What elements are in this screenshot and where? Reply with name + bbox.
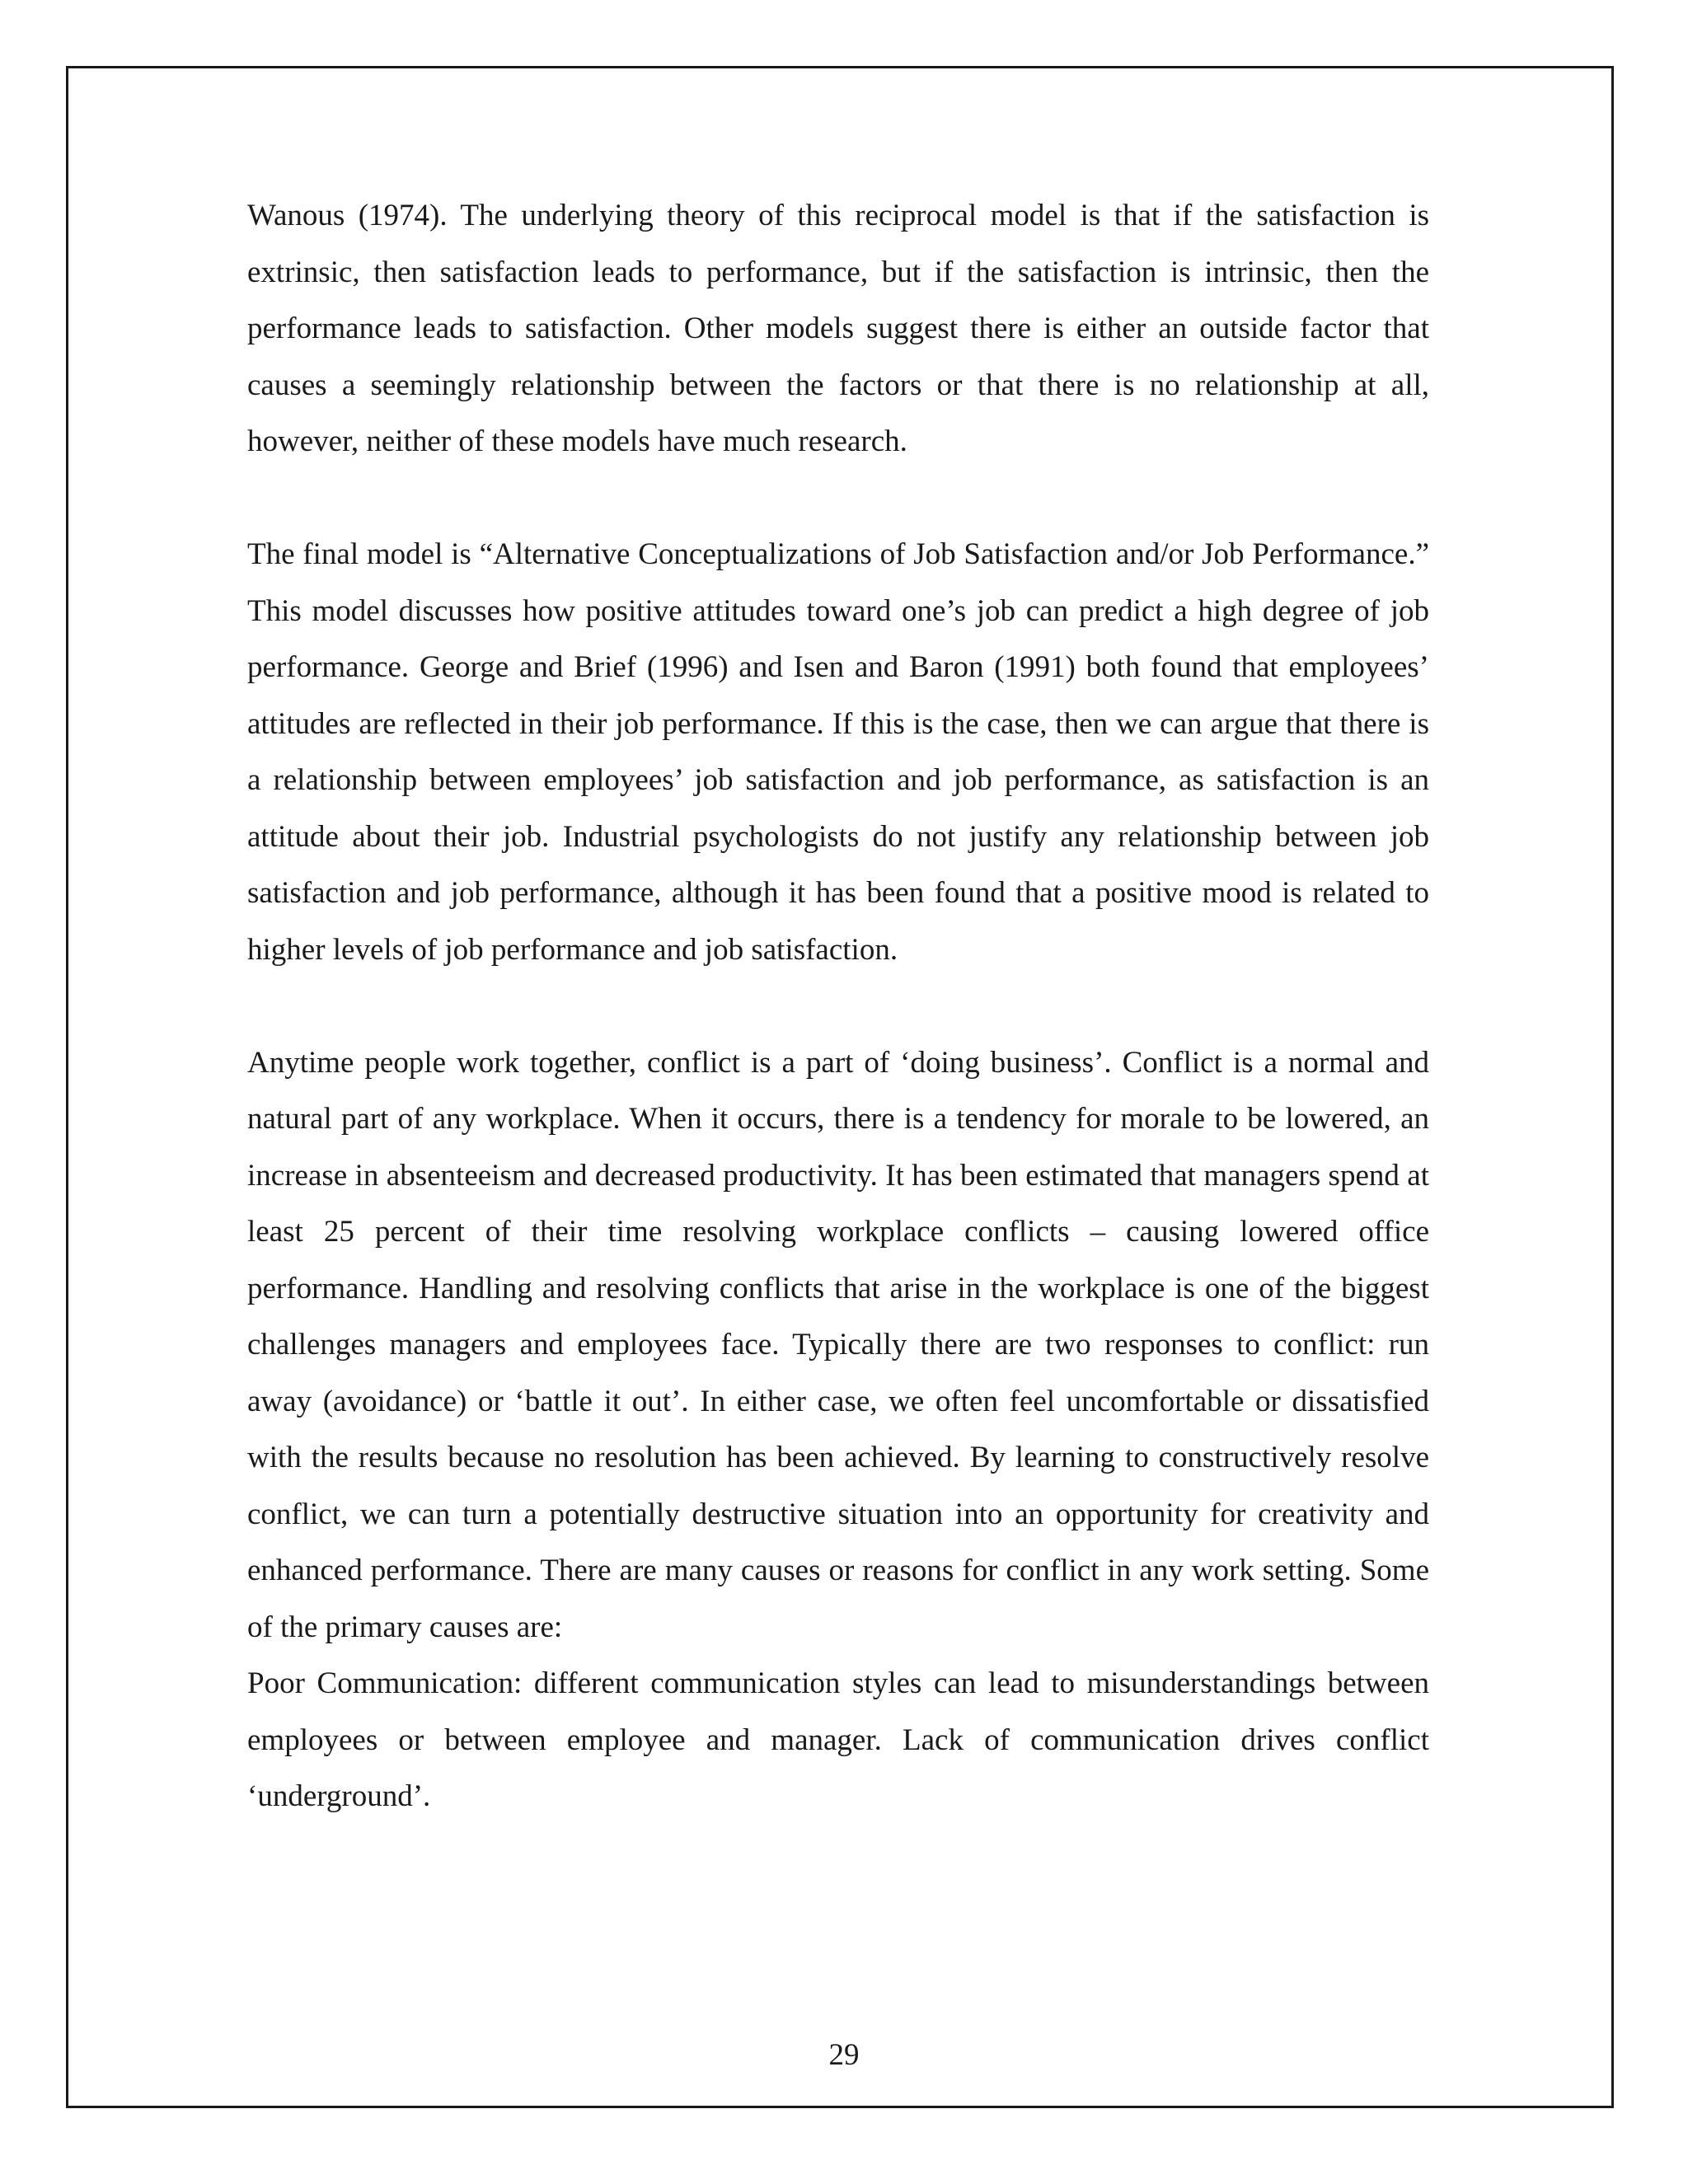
- page-number: 29: [828, 2038, 860, 2072]
- document-body: [247, 188, 1429, 1825]
- paragraph-reciprocal-model: Wanous (1974). The underlying theory of this reciprocal model is that if the satisfaction is extrinsic, then satisfaction leads to performance, but if the satisfaction is intrinsic, then the performance leads to satisfaction. Other models suggest there is either an outside factor that causes a seemingly relationship between the factors or that there is no relationship at all, however, neither of these models have much research.: [247, 199, 1429, 458]
- paragraph-final-model: The final model is “Alternative Conceptualizations of Job Satisfaction and/or Job Performance.” This model discusses how positive attitudes toward one’s job can predict a high degree of job performance. George and Brief (1996) and Isen and Baron (1991) both found that employees’ attitudes are reflected in their job performance. If this is the case, then we can argue that there is a relationship between employees’ job satisfaction and job performance, as satisfaction is an attitude about their job. Industrial psychologists do not justify any relationship between job satisfaction and job performance, although it has been found that a positive mood is related to higher levels of job performance and job satisfaction.: [247, 537, 1429, 967]
- paragraph-poor-communication: Poor Communication: different communication styles can lead to misunderstandings between employees or between employee and manager. Lack of communication drives conflict ‘underground’.: [247, 1666, 1429, 1813]
- paragraph-workplace-conflict: Anytime people work together, conflict is a part of ‘doing business’. Conflict is a normal and natural part of any workplace. When it occurs, there is a tendency for morale to be lowered, an increase in absenteeism and decreased productivity. It has been estimated that managers spend at least 25 percent of their time resolving workplace conflicts – causing lowered office performance. Handling and resolving conflicts that arise in the workplace is one of the biggest challenges managers and employees face. Typically there are two responses to conflict: run away (avoidance) or ‘battle it out’. In either case, we often feel uncomfortable or dissatisfied with the results because no resolution has been achieved. By learning to constructively resolve conflict, we can turn a potentially destructive situation into an opportunity for creativity and enhanced performance. There are many causes or reasons for conflict in any work setting. Some of the primary causes are:: [247, 1045, 1429, 1644]
